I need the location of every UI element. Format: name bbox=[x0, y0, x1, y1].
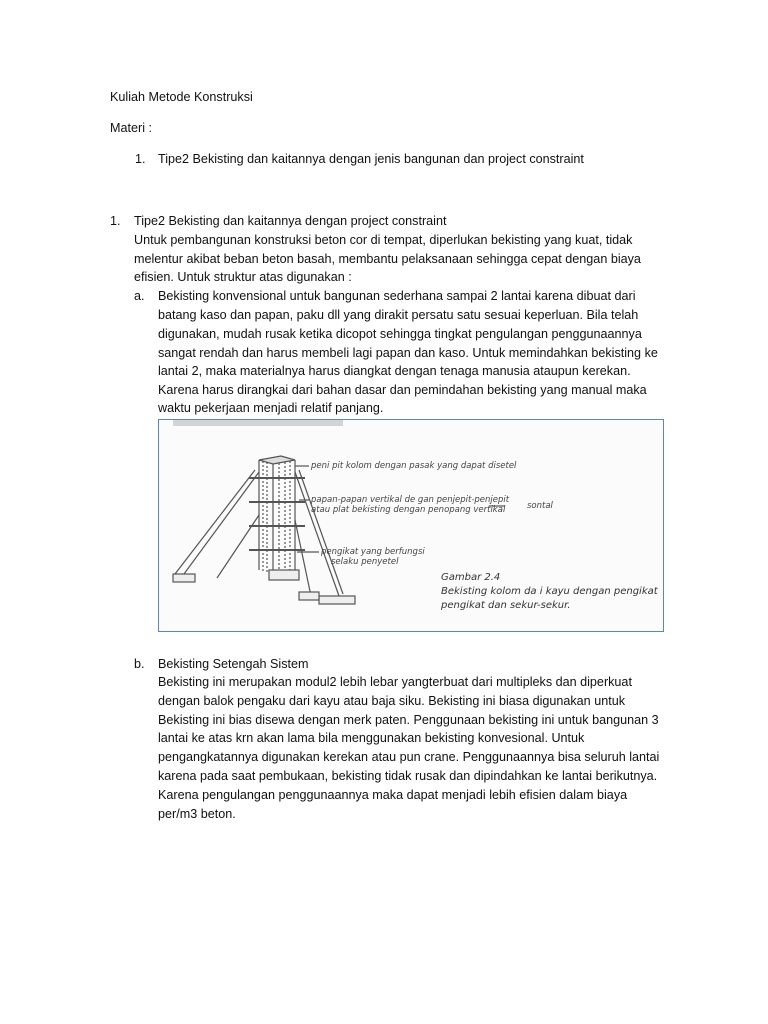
item-b-line: per/m3 beton. bbox=[158, 807, 236, 821]
materi-label: Materi : bbox=[110, 121, 152, 135]
formwork-figure bbox=[158, 419, 664, 632]
outline-item-number: 1. bbox=[135, 152, 146, 166]
outline-item-text: Tipe2 Bekisting dan kaitannya dengan jenis bangunan dan project constraint bbox=[158, 152, 584, 166]
figure-caption: pengikat dan sekur-sekur. bbox=[441, 600, 571, 611]
figure-caption: Bekisting kolom da i kayu dengan pengikat bbox=[441, 586, 658, 597]
item-a-line: lantai 2, maka materialnya harus diangkat dengan tenaga manusia ataupun kerekan. bbox=[158, 364, 631, 378]
intro-line: melentur akibat beban beton basah, membantu pelaksanaan sehingga cepat dengan biaya bbox=[134, 252, 641, 266]
item-b-line: dengan balok pengaku dari kayu atau baja siku. Bekisting ini biasa digunakan untuk bbox=[158, 694, 625, 708]
item-a-line: digunakan, mudah rusak ketika dicopot sehingga tingkat pengulangan penggunaannya bbox=[158, 327, 642, 341]
figure-label: atau plat bekisting dengan penopang vertikal bbox=[311, 505, 506, 515]
item-b-line: karena pada saat pembukaan, bekisting tidak rusak dan dipindahkan ke lantai berikutnya. bbox=[158, 769, 658, 783]
item-a-line: Bekisting konvensional untuk bangunan sederhana sampai 2 lantai karena dibuat dari bbox=[158, 289, 636, 303]
item-b-line: pengangkatannya digunakan kerekan atau pun crane. Penggunaannya bisa seluruh lantai bbox=[158, 750, 660, 764]
item-a-line: Karena harus dirangkai dari bahan dasar dan pemindahan bekisting yang manual maka bbox=[158, 383, 647, 397]
intro-line: efisien. Untuk struktur atas digunakan : bbox=[134, 270, 352, 284]
item-b-line: Bekisting ini merupakan modul2 lebih lebar yangterbuat dari multipleks dan diperkuat bbox=[158, 675, 632, 689]
figure-caption: Gambar 2.4 bbox=[441, 572, 501, 583]
section-heading: Tipe2 Bekisting dan kaitannya dengan project constraint bbox=[134, 214, 447, 228]
item-a-label: a. bbox=[134, 289, 145, 303]
intro-line: Untuk pembangunan konstruksi beton cor di tempat, diperlukan bekisting yang kuat, tidak bbox=[134, 233, 633, 247]
figure-label: papan-papan vertikal de gan penjepit-penjepit bbox=[311, 495, 510, 505]
item-b-line: lantai ke atas krn akan lama bila menggunakan bekisting konvesional. Untuk bbox=[158, 731, 585, 745]
figure-label: sontal bbox=[527, 501, 553, 511]
section-number: 1. bbox=[110, 214, 121, 228]
figure-label: selaku penyetel bbox=[331, 557, 399, 567]
column-formwork-illustration bbox=[159, 420, 664, 632]
item-b-line: Karena pengulangan penggunaannya maka dapat menjadi lebih efisien dalam biaya bbox=[158, 788, 628, 802]
item-b-label: b. bbox=[134, 657, 145, 671]
item-a-line: sangat rendah dan harus membeli lagi papan dan kaso. Untuk memindahkan bekisting ke bbox=[158, 346, 658, 360]
item-b-heading: Bekisting Setengah Sistem bbox=[158, 657, 309, 671]
item-a-line: waktu pekerjaan menjadi relatif panjang. bbox=[158, 401, 384, 415]
figure-label: pengikat yang berfungsi bbox=[321, 547, 425, 557]
figure-label: peni pit kolom dengan pasak yang dapat disetel bbox=[311, 461, 517, 471]
item-b-line: Bekisting ini bias disewa dengan merk paten. Penggunaan bekisting ini untuk bangunan 3 bbox=[158, 713, 659, 727]
item-a-line: batang kaso dan papan, paku dll yang dirakit persatu satu sesuai keperluan. Bila telah bbox=[158, 308, 639, 322]
document-title: Kuliah Metode Konstruksi bbox=[110, 90, 253, 104]
